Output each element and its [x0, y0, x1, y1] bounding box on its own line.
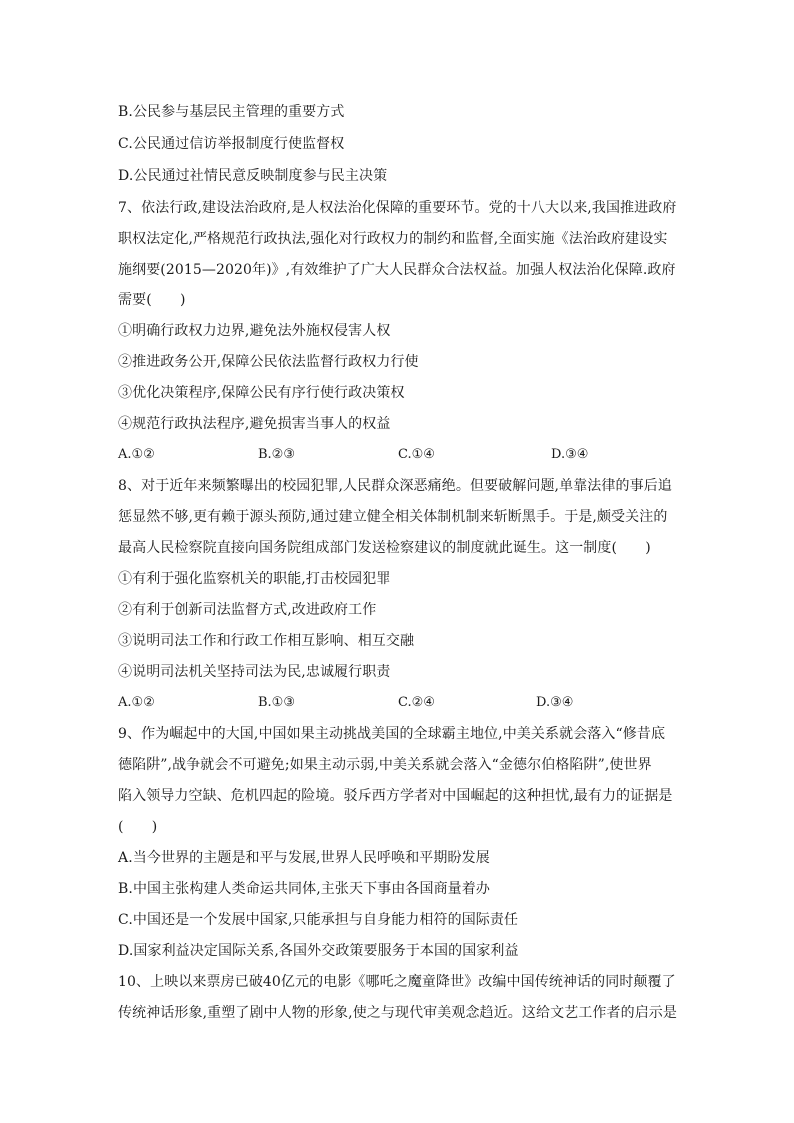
q7-option-a: A.①②	[118, 447, 155, 462]
q8-stem-line-1: 8、对于近年来频繁曝出的校园犯罪,人民群众深恶痛绝。但要破解问题,单靠法律的事后追	[118, 478, 672, 494]
q9-option-d: D.国家利益决定国际关系,各国外交政策要服务于本国的国家利益	[118, 943, 519, 959]
q8-statement-2: ②有利于创新司法监督方式,改进政府工作	[118, 602, 377, 618]
q8-options	[118, 693, 683, 713]
q7-stem-line-4: 需要( )	[118, 292, 186, 308]
q8-statement-1: ①有利于强化监察机关的职能,打击校园犯罪	[118, 571, 391, 587]
q7-statement-3: ③优化决策程序,保障公民有序行使行政决策权	[118, 385, 405, 401]
q8-stem-line-2: 惩显然不够,更有赖于源头预防,通过建立健全相关体制机制来斩断黑手。于是,颇受关注的	[118, 509, 668, 525]
q9-option-a: A.当今世界的主题是和平与发展,世界人民呼唤和平期盼发展	[118, 850, 490, 866]
q7-option-b: B.②③	[258, 447, 295, 462]
q9-stem-line-2: 德陷阱”,战争就会不可避免;如果主动示弱,中美关系就会落入“金德尔伯格陷阱”,使世界	[118, 757, 652, 773]
q8-option-d: D.③④	[536, 695, 574, 710]
q10-stem-line-2: 传统神话形象,重塑了剧中人物的形象,使之与现代审美观念趋近。这给文艺工作者的启示是	[118, 1005, 677, 1021]
q8-statement-4: ④说明司法机关坚持司法为民,忠诚履行职责	[118, 664, 391, 680]
q7-statement-4: ④规范行政执法程序,避免损害当事人的权益	[118, 416, 391, 432]
q8-option-a: A.①②	[118, 695, 155, 710]
q7-options	[118, 445, 683, 465]
q7-stem-line-1: 7、依法行政,建设法治政府,是人权法治化保障的重要环节。党的十八大以来,我国推进政府	[118, 200, 677, 216]
q7-stem-line-3: 施纲要(2015—2020年)》,有效维护了广大人民群众合法权益。加强人权法治化保障.政府	[118, 262, 676, 278]
q6-option-d: D.公民通过社情民意反映制度参与民主决策	[118, 168, 388, 184]
q8-stem-line-3: 最高人民检察院直接向国务院组成部门发送检察建议的制度就此诞生。这一制度( )	[118, 540, 651, 556]
q6-option-c: C.公民通过信访举报制度行使监督权	[118, 136, 345, 152]
q7-option-d: D.③④	[551, 447, 589, 462]
q9-option-c: C.中国还是一个发展中国家,只能承担与自身能力相符的国际责任	[118, 912, 519, 928]
q9-stem-line-4: ( )	[118, 819, 158, 835]
q10-stem-line-1: 10、上映以来票房已破40亿元的电影《哪吒之魔童降世》改编中国传统神话的同时颠覆了	[118, 974, 676, 990]
q7-stem-line-2: 职权法定化,严格规范行政执法,强化对行政权力的制约和监督,全面实施《法治政府建设实	[118, 231, 668, 247]
q6-option-b: B.公民参与基层民主管理的重要方式	[118, 104, 345, 120]
q9-option-b: B.中国主张构建人类命运共同体,主张天下事由各国商量着办	[118, 881, 490, 897]
q9-stem-line-3: 陷入领导力空缺、危机四起的险境。驳斥西方学者对中国崛起的这种担忧,最有力的证据是	[118, 788, 673, 804]
q9-stem-line-1: 9、作为崛起中的大国,中国如果主动挑战美国的全球霸主地位,中美关系就会落入“修昔底	[118, 726, 666, 742]
q7-option-c: C.①④	[398, 447, 435, 462]
q8-option-b: B.①③	[258, 695, 295, 710]
q7-statement-1: ①明确行政权力边界,避免法外施权侵害人权	[118, 323, 391, 339]
q7-statement-2: ②推进政务公开,保障公民依法监督行政权力行使	[118, 354, 419, 370]
q8-option-c: C.②④	[398, 695, 435, 710]
q8-statement-3: ③说明司法工作和行政工作相互影响、相互交融	[118, 633, 415, 649]
